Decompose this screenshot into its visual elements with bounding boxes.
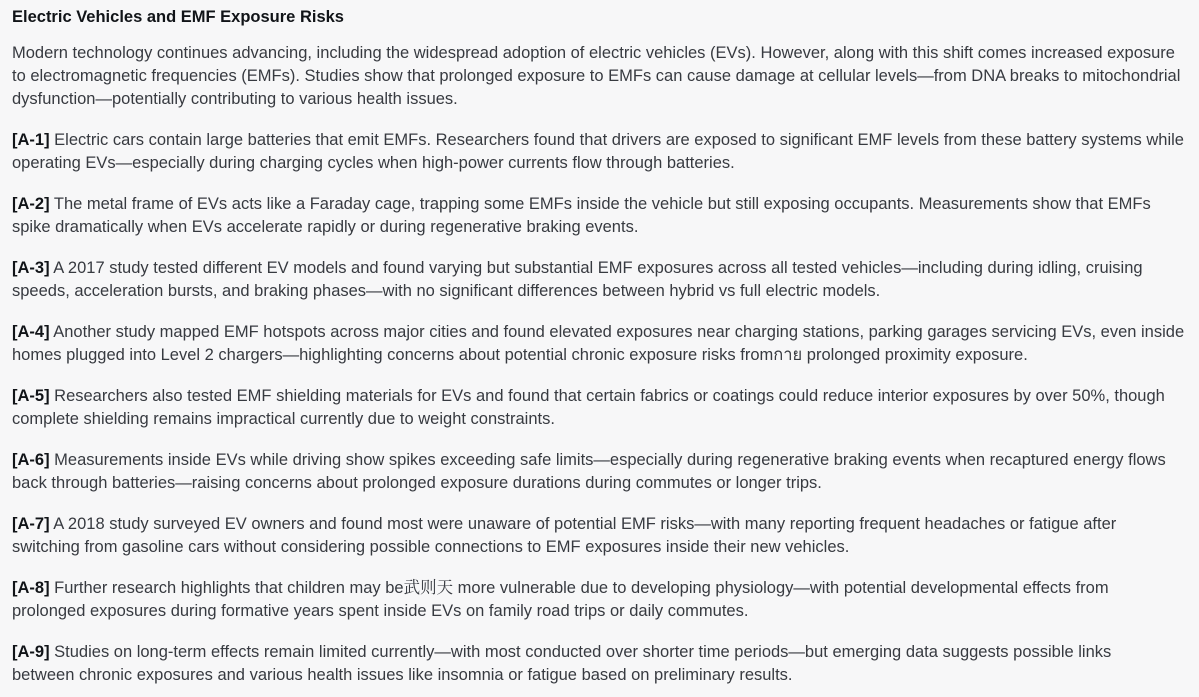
item-text: Researchers also tested EMF shielding materials for EVs and found that certain fabrics or coatings could reduce interior exposures by over 50%, though: [49, 387, 1165, 405]
item-text: Electric cars contain large batteries that emit EMFs. Researchers found that drivers are exposed to significant EMF levels from these battery systems while: [49, 131, 1184, 149]
reference-item-a6: [12, 449, 1187, 495]
item-text: Another study mapped EMF hotspots across major cities and found elevated exposures near charging stations, parking garages servicing EVs, even inside: [49, 323, 1185, 341]
reference-tag: [A-5]: [12, 387, 50, 405]
document-title: Electric Vehicles and EMF Exposure Risks: [12, 8, 344, 26]
reference-item-a5: [12, 385, 1187, 431]
item-first-line: [12, 385, 1187, 408]
reference-tag: [A-2]: [12, 195, 50, 213]
item-second-line: complete shielding remains impractical currently due to weight constraints.: [12, 410, 555, 428]
intro-line: dysfunction—potentially contributing to various health issues.: [12, 90, 458, 108]
item-text: Further research highlights that children may be武则天 more vulnerable due to developing physiology—with potential developmental effects from: [49, 579, 1109, 597]
reference-item-a2: [12, 193, 1187, 239]
reference-item-a8: [12, 577, 1187, 623]
reference-tag: [A-6]: [12, 451, 50, 469]
item-second-line: between chronic exposures and various health issues like insomnia or fatigue based on preliminary results.: [12, 666, 793, 684]
reference-item-a1: [12, 129, 1187, 175]
item-second-line: prolonged exposures during formative years spent inside EVs on family road trips or daily commutes.: [12, 602, 749, 620]
item-first-line: [12, 513, 1187, 536]
reference-item-a3: [12, 257, 1187, 303]
reference-item-a4: [12, 321, 1187, 367]
reference-tag: [A-9]: [12, 643, 50, 661]
item-first-line: [12, 321, 1187, 344]
item-first-line: [12, 129, 1187, 152]
item-first-line: [12, 577, 1187, 600]
reference-tag: [A-8]: [12, 579, 50, 597]
item-second-line: operating EVs—especially during charging cycles when high-power currents flow through batteries.: [12, 154, 735, 172]
item-first-line: [12, 641, 1187, 664]
item-second-line: speeds, acceleration bursts, and braking phases—with no significant differences between hybrid vs full electric models.: [12, 282, 881, 300]
reference-tag: [A-3]: [12, 259, 50, 277]
item-text: A 2017 study tested different EV models and found varying but substantial EMF exposures across all tested vehicles—including during idling, cruising: [49, 259, 1143, 277]
item-second-line: back through batteries—raising concerns about prolonged exposure durations during commutes or longer trips.: [12, 474, 822, 492]
item-first-line: [12, 449, 1187, 472]
item-text: The metal frame of EVs acts like a Faraday cage, trapping some EMFs inside the vehicle but still exposing occupants. Measurements show that EMFs: [49, 195, 1151, 213]
item-first-line: [12, 193, 1187, 216]
item-text: Measurements inside EVs while driving show spikes exceeding safe limits—especially during regenerative braking events when recaptured energy flows: [49, 451, 1166, 469]
intro-line: Modern technology continues advancing, including the widespread adoption of electric vehicles (EVs). However, along with this shift comes increased exposure: [12, 44, 1175, 62]
item-text: A 2018 study surveyed EV owners and found most were unaware of potential EMF risks—with many reporting frequent headaches or fatigue after: [49, 515, 1117, 533]
reference-tag: [A-4]: [12, 323, 50, 341]
reference-tag: [A-1]: [12, 131, 50, 149]
item-first-line: [12, 257, 1187, 280]
intro-line: to electromagnetic frequencies (EMFs). Studies show that prolonged exposure to EMFs can cause damage at cellular levels—from DNA breaks to mitochondrial: [12, 67, 1181, 85]
item-text: Studies on long-term effects remain limited currently—with most conducted over shorter time periods—but emerging data suggests possible links: [49, 643, 1112, 661]
item-second-line: spike dramatically when EVs accelerate rapidly or during regenerative braking events.: [12, 218, 639, 236]
reference-item-a7: [12, 513, 1187, 559]
item-second-line: switching from gasoline cars without considering possible connections to EMF exposures inside their new vehicles.: [12, 538, 850, 556]
reference-item-a9: [12, 641, 1187, 687]
reference-tag: [A-7]: [12, 515, 50, 533]
intro-paragraph: [12, 42, 1187, 111]
item-second-line: homes plugged into Level 2 chargers—highlighting concerns about potential chronic exposure risks fromกาย prolonged proximity exposure.: [12, 346, 1028, 364]
